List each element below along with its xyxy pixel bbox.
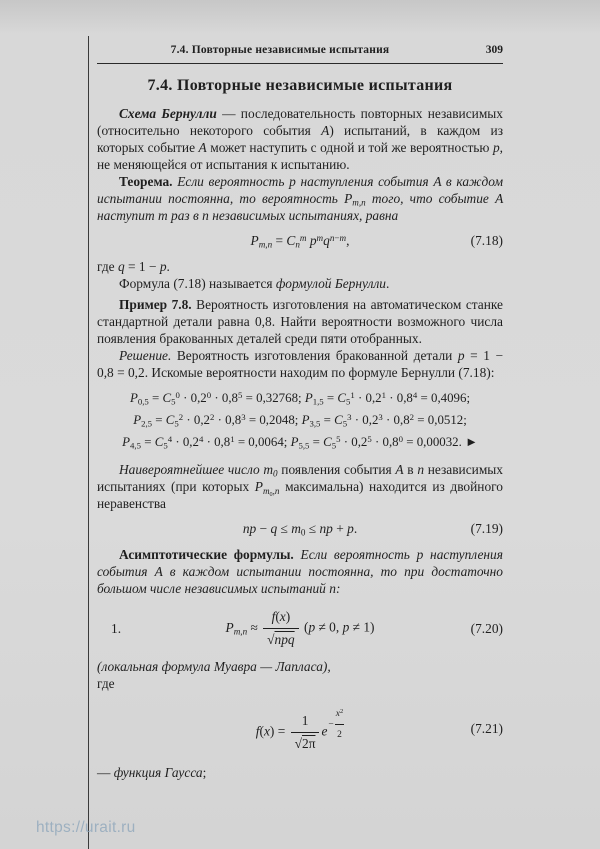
formula-7-20-lhs: $P_{m,n}$ ≈	[225, 619, 262, 637]
running-header	[97, 44, 503, 64]
page-number: 309	[485, 44, 503, 56]
formula-7-21-number: (7.21)	[470, 720, 503, 736]
formula-7-20-condition: (p ≠ 0, p ≠ 1)	[300, 619, 375, 635]
calc-line-3: $P_{4,5} = C_5^4 \cdot 0,2^4 \cdot 0,8^1 = 0,0064$; $P_{5,5} = C_5^5 \cdot 0,2^5 \cdot 0,8^0 = 0,00032$. ►	[122, 434, 478, 451]
formula-7-21-exponent	[328, 704, 344, 745]
formula-7-19	[97, 519, 503, 539]
calc-line-2: $P_{2,5} = C_5^2 \cdot 0,2^2 \cdot 0,8^3 = 0,2048$; $P_{3,5} = C_5^3 \cdot 0,2^3 \cdot 0,8^2 = 0,0512$;	[133, 412, 467, 429]
formula-7-20-item-number: 1.	[111, 620, 122, 636]
formula-7-18-number: (7.18)	[470, 233, 503, 248]
paragraph-example-7-8: Пример 7.8. Вероятность изготовления на автоматическом станке стандартной детали равна 0,8. Найти вероятности возможного числа появления бракованных деталей среди пяти отобранных.	[97, 297, 504, 346]
paragraph-where-2: где	[97, 676, 115, 691]
formula-7-20-number: (7.20)	[470, 620, 503, 636]
paragraph-bernoulli-scheme: Схема Бернулли — последовательность повторных независимых (относительно некоторого события A) испытаний, в каждом из которых событие A может наступить с одной и той же вероятностью p, не меняющейся от испытания к испытанию.	[97, 106, 503, 172]
formula-7-18	[97, 231, 503, 251]
exponent-fraction-numerator: $x^2$	[335, 704, 344, 725]
exponent-fraction	[335, 704, 344, 745]
paragraph-asymptotic: Асимптотические формулы. Если вероятность p наступления события A в каждом испытании постоянна, то при достаточно большом числе независимых испытаний n:	[97, 547, 504, 596]
formula-7-20	[97, 607, 503, 650]
fraction-numerator: 1	[291, 711, 320, 733]
section-title: 7.4. Повторные независимые испытания	[147, 77, 453, 94]
paragraph-solution: Решение. Вероятность изготовления бракованной детали p = 1 − 0,8 = 0,2. Искомые вероятности находим по формуле Бернулли (7.18):	[97, 348, 504, 380]
formula-7-18-expression: $P_{m,n} = C_n^m$ $p^mq^{n-m}$,	[250, 232, 350, 250]
page-content	[97, 0, 503, 781]
formula-7-21-fraction	[291, 711, 320, 754]
exponent-sign: −	[328, 719, 334, 730]
paragraph-formula-name: Формула (7.18) называется формулой Бернулли.	[119, 276, 390, 291]
paragraph-theorem: Теорема. Если вероятность p наступления события A в каждом испытании постоянна, то вероятность $P_{m,n}$ того, что событие A наступит m раз в n независимых испытаниях, равна	[97, 174, 503, 223]
paragraph-where-q: где q = 1 − p.	[97, 259, 170, 274]
margin-rule	[88, 36, 89, 849]
fraction-numerator: f(x)	[263, 607, 298, 629]
formula-7-19-number: (7.19)	[470, 521, 503, 536]
watermark: https://urait.ru	[36, 819, 136, 836]
fraction-denominator: √npq	[267, 632, 295, 647]
running-title: 7.4. Повторные независимые испытания	[170, 44, 390, 56]
exponent-fraction-denominator: 2	[337, 730, 342, 740]
calculation-block	[97, 387, 503, 453]
formula-7-19-expression: np − $q \le m_0$ ≤ np + p.	[242, 521, 358, 538]
paragraph-gauss-function: — функция Гаусса;	[97, 764, 207, 780]
paragraph-local-formula: (локальная формула Муавра — Лапласа),	[97, 659, 331, 674]
fraction-denominator: √2π	[294, 735, 316, 751]
formula-7-20-fraction	[263, 607, 298, 650]
formula-7-21-lhs: f(x) =	[255, 723, 289, 739]
calc-line-1: $P_{0,5} = C_5^0 \cdot 0,2^0 \cdot 0,8^5 = 0,32768$; $P_{1,5} = C_5^1 \cdot 0,2^1 \cdot 0,8^4 = 0,4096$;	[129, 390, 471, 407]
formula-7-21	[97, 704, 503, 754]
paragraph-most-probable: Наивероятнейшее число $m_0$ появления события A в n независимых испытаниях (при которых $P_{m_0,n}$ максимальна) находится из двойного неравенства	[97, 462, 503, 511]
formula-7-21-e-base: e	[321, 723, 328, 739]
